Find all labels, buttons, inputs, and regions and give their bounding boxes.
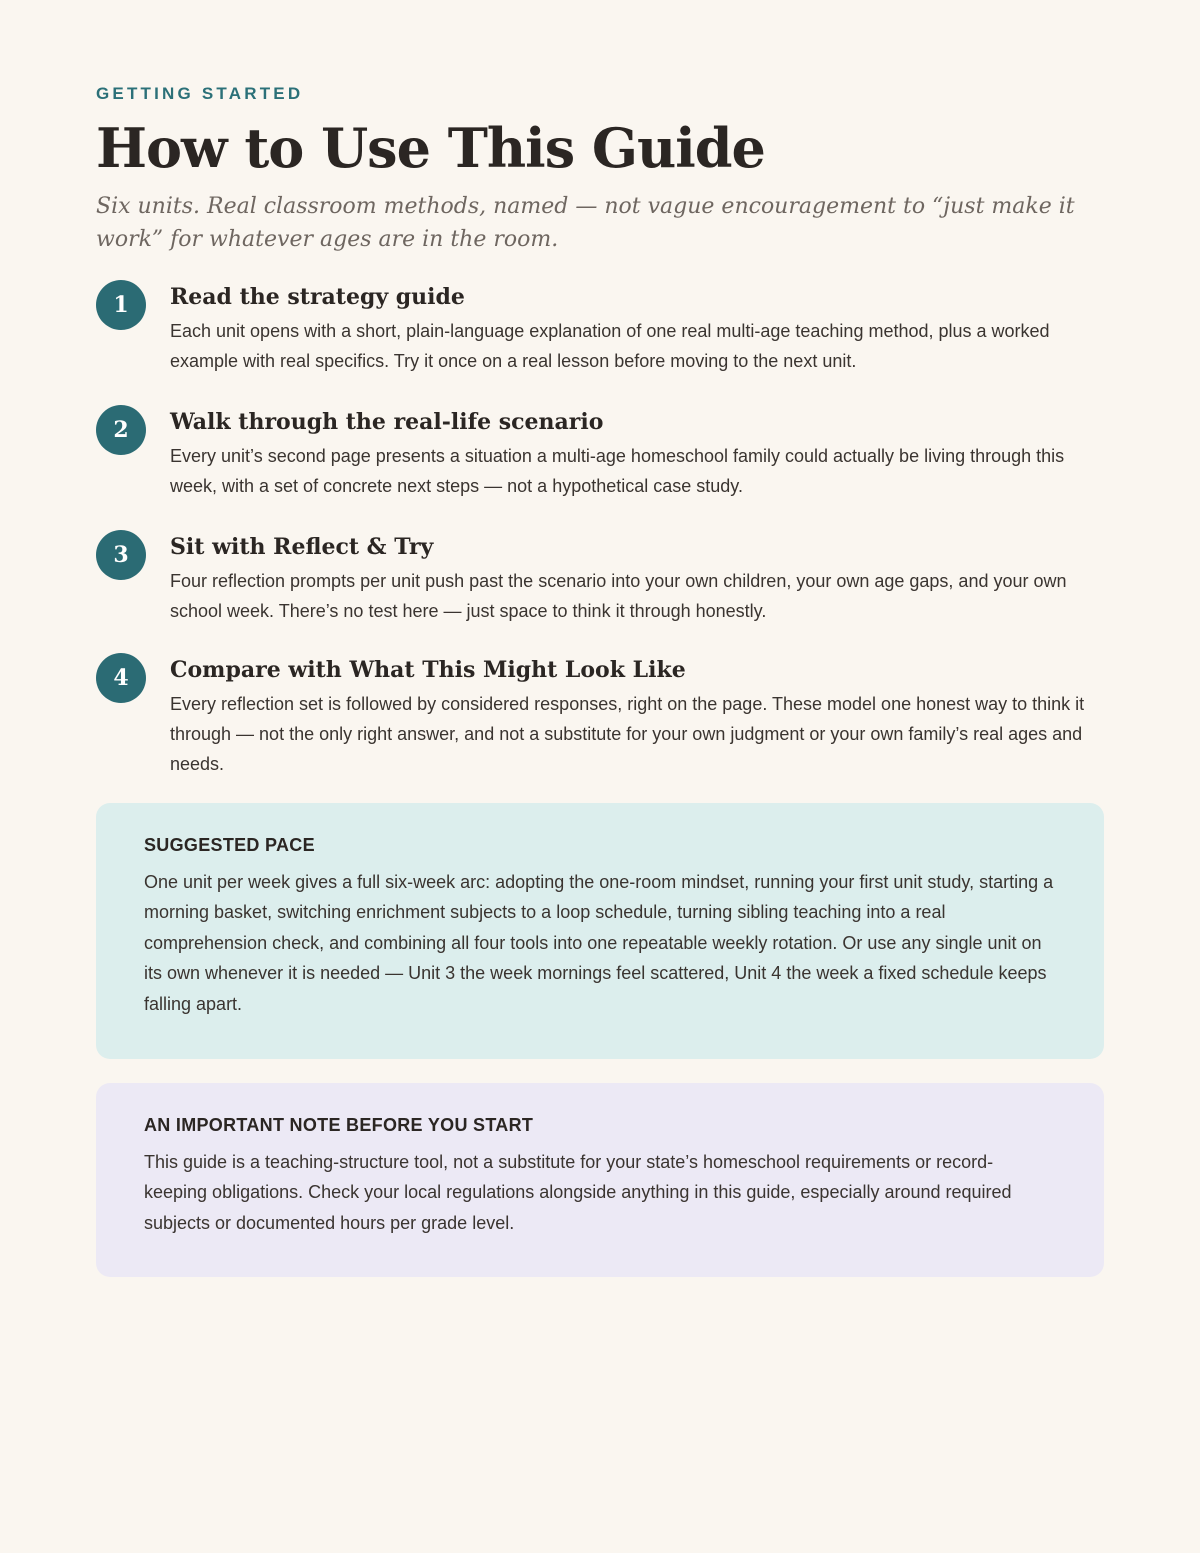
page-title: How to Use This Guide — [96, 116, 765, 180]
step-body — [170, 530, 1110, 626]
step-number-badge: 4 — [96, 653, 146, 703]
suggested-pace-callout — [96, 803, 1104, 1059]
page-subtitle: Six units. Real classroom methods, named — not vague encouragement to “just make it work” for whatever ages are in the room. — [96, 194, 1075, 252]
step-number-badge: 1 — [96, 280, 146, 330]
callout-label: AN IMPORTANT NOTE BEFORE YOU START — [144, 1115, 534, 1135]
step-description: Every unit’s second page presents a situation a multi-age homeschool family could actually be living through this week, with a set of concrete next steps — not a hypothetical case study. — [170, 446, 1065, 496]
step-number-badge: 3 — [96, 530, 146, 580]
step-title: Compare with What This Might Look Like — [170, 657, 686, 683]
step-number-badge: 2 — [96, 405, 146, 455]
step-description: Each unit opens with a short, plain-language explanation of one real multi-age teaching method, plus a worked example with real specifics. Try it once on a real lesson before moving to the next unit. — [170, 321, 1050, 371]
step-body — [170, 653, 1110, 779]
section-eyebrow: GETTING STARTED — [96, 84, 304, 103]
important-note-callout — [96, 1083, 1104, 1277]
step-body — [170, 280, 1110, 376]
step-title: Read the strategy guide — [170, 284, 465, 310]
callout-label: SUGGESTED PACE — [144, 835, 315, 855]
step-body — [170, 405, 1110, 501]
step-title: Walk through the real-life scenario — [170, 409, 604, 435]
callout-text: This guide is a teaching-structure tool, not a substitute for your state’s homeschool requirements or record-keeping obligations. Check your local regulations alongside anything in this guide, especially around required subjects or documented hours per grade level. — [144, 1152, 1012, 1233]
callout-text: One unit per week gives a full six-week arc: adopting the one-room mindset, running your first unit study, starting a morning basket, switching enrichment subjects to a loop schedule, turning sibling teaching into a real comprehension check, and combining all four tools into one repeatable weekly rotation. Or use any single unit on its own whenever it is needed — Unit 3 the week mornings feel scattered, Unit 4 the week a fixed schedule keeps falling apart. — [144, 872, 1054, 1014]
step-title: Sit with Reflect & Try — [170, 534, 434, 560]
step-description: Every reflection set is followed by considered responses, right on the page. These model one honest way to think it through — not the only right answer, and not a substitute for your own judgment or your own family’s real ages and needs. — [170, 694, 1085, 774]
step-description: Four reflection prompts per unit push past the scenario into your own children, your own age gaps, and your own school week. There’s no test here — just space to think it through honestly. — [170, 571, 1067, 621]
